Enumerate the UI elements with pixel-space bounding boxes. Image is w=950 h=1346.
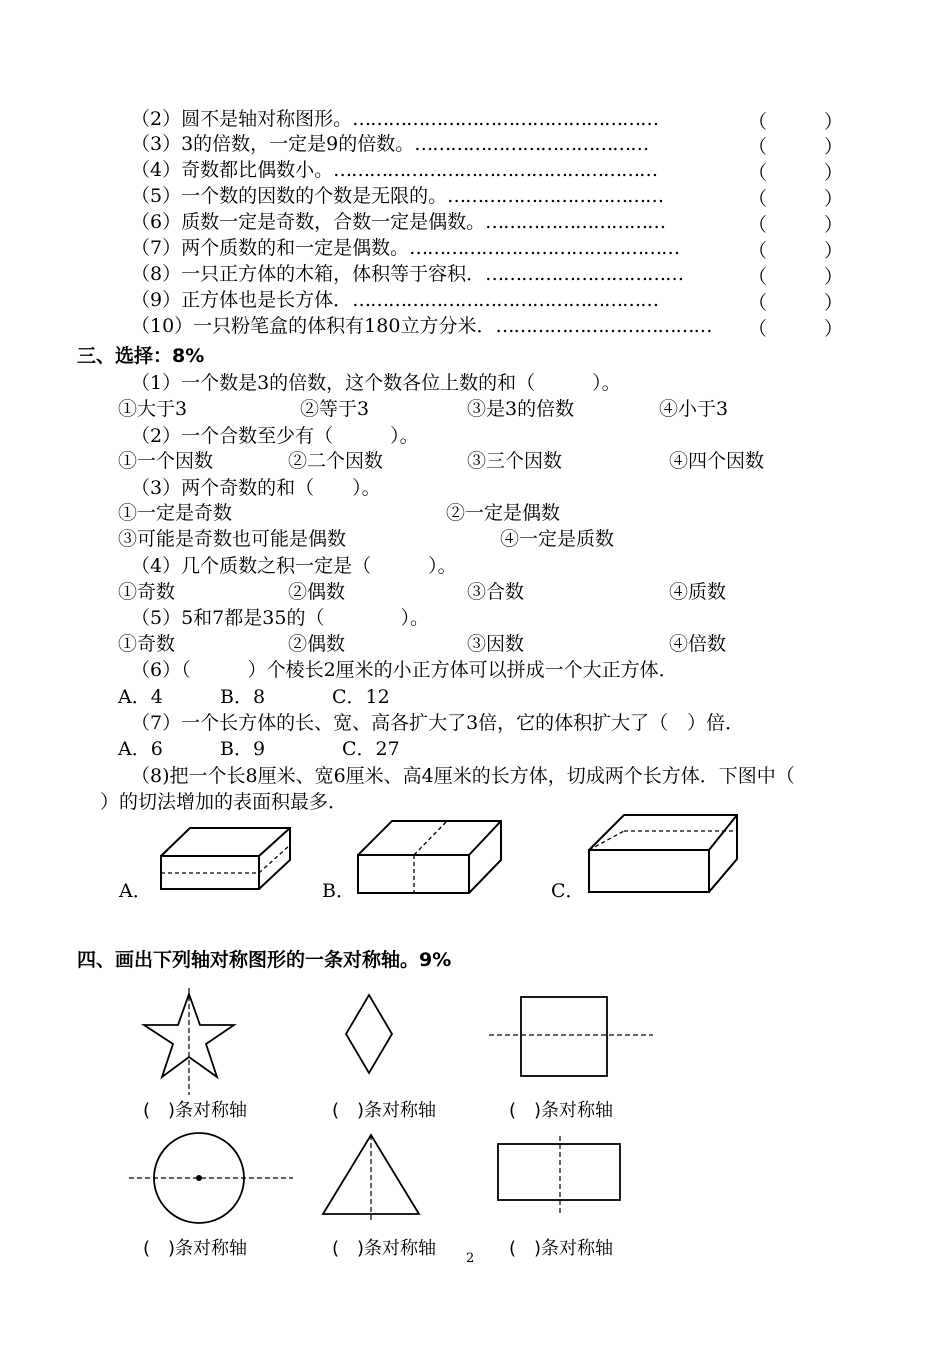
q8-label-a[interactable]: A． (119, 880, 152, 902)
q1-option-3[interactable]: ③是3的倍数 (467, 398, 575, 420)
tf-answer-blank[interactable]: （ ） (748, 240, 844, 262)
caption-square: ( )条对称轴 (509, 1100, 614, 1121)
tf-answer-blank[interactable]: （ ） (748, 318, 844, 340)
q2-text: （2）一个合数至少有（ ）。 (131, 425, 419, 447)
q6-option-c[interactable]: C．12 (332, 686, 390, 708)
q6-option-b[interactable]: B．8 (220, 686, 266, 708)
q4-option-3[interactable]: ③合数 (467, 581, 525, 603)
q7-text: （7）一个长方体的长、宽、高各扩大了3倍，它的体积扩大了（ ）倍． (131, 712, 745, 734)
q1-option-4[interactable]: ④小于3 (659, 398, 729, 420)
q8-text-line1: （8)把一个长8厘米、宽6厘米、高4厘米的长方体，切成两个长方体．下图中（ (131, 765, 795, 787)
q1-option-1[interactable]: ①大于3 (118, 398, 188, 420)
q2-option-3[interactable]: ③三个因数 (467, 450, 563, 472)
q2-option-4[interactable]: ④四个因数 (669, 450, 765, 472)
tf-item-7: （7）两个质数的和一定是偶数。……………………………………… (131, 237, 680, 259)
q4-option-4[interactable]: ④质数 (669, 581, 727, 603)
q5-option-3[interactable]: ③因数 (467, 633, 525, 655)
tf-item-10: （10）一只粉笔盒的体积有180立方分米．……………………………… (131, 315, 712, 337)
tf-item-3: （3）3的倍数，一定是9的倍数。………………………………… (131, 133, 649, 155)
tf-answer-blank[interactable]: （ ） (748, 162, 844, 184)
caption-star: ( )条对称轴 (143, 1100, 248, 1121)
axis-count-blank[interactable]: ( ) (332, 1238, 365, 1259)
section4-heading: 四、画出下列轴对称图形的一条对称轴。9% (77, 949, 452, 971)
section3-heading: 三、选择：8% (77, 345, 205, 367)
caption-circle: ( )条对称轴 (143, 1238, 248, 1259)
tf-answer-blank[interactable]: （ ） (748, 266, 844, 288)
tf-item-5: （5）一个数的因数的个数是无限的。……………………………… (131, 185, 664, 207)
tf-item-2: （2）圆不是轴对称图形。…………………………………………… (131, 108, 659, 130)
q3-option-1[interactable]: ①一定是奇数 (118, 502, 233, 524)
q2-option-1[interactable]: ①一个因数 (118, 450, 214, 472)
q4-option-1[interactable]: ①奇数 (118, 581, 176, 603)
tf-answer-blank[interactable]: （ ） (748, 111, 844, 133)
axis-count-blank[interactable]: ( ) (509, 1238, 542, 1259)
axis-count-blank[interactable]: ( ) (332, 1100, 365, 1121)
axis-count-blank[interactable]: ( ) (509, 1100, 542, 1121)
tf-item-6: （6）质数一定是奇数，合数一定是偶数。………………………… (131, 211, 666, 233)
axis-count-blank[interactable]: ( ) (143, 1238, 176, 1259)
q4-text: （4）几个质数之积一定是（ ）。 (131, 555, 457, 577)
tf-answer-blank[interactable]: （ ） (748, 214, 844, 236)
q6-option-a[interactable]: A．4 (118, 686, 163, 708)
q8-label-b[interactable]: B． (322, 880, 355, 902)
tf-answer-blank[interactable]: （ ） (748, 292, 844, 314)
q1-text: （1）一个数是3的倍数，这个数各位上数的和（ ）。 (131, 372, 621, 394)
q3-option-2[interactable]: ②一定是偶数 (446, 502, 561, 524)
caption-rectangle: ( )条对称轴 (509, 1238, 614, 1259)
q2-option-2[interactable]: ②二个因数 (288, 450, 384, 472)
q5-option-4[interactable]: ④倍数 (669, 633, 727, 655)
tf-item-8: （8）一只正方体的木箱，体积等于容积．…………………………… (131, 263, 684, 285)
q3-option-4[interactable]: ④一定是质数 (500, 528, 615, 550)
axis-count-blank[interactable]: ( ) (143, 1100, 176, 1121)
tf-answer-blank[interactable]: （ ） (748, 136, 844, 158)
caption-triangle: ( )条对称轴 (332, 1238, 437, 1259)
q7-option-c[interactable]: C．27 (342, 738, 400, 760)
q3-text: （3）两个奇数的和（ ）。 (131, 477, 381, 499)
q1-option-2[interactable]: ②等于3 (300, 398, 370, 420)
tf-item-9: （9）正方体也是长方体．…………………………………………… (131, 289, 659, 311)
q6-text: （6）（ ）个棱长2厘米的小正方体可以拼成一个大正方体． (131, 659, 678, 681)
q7-option-a[interactable]: A．6 (118, 738, 163, 760)
tf-item-4: （4）奇数都比偶数小。……………………………………………… (131, 159, 658, 181)
q7-option-b[interactable]: B．9 (220, 738, 266, 760)
page-number: 2 (466, 1251, 475, 1266)
caption-diamond: ( )条对称轴 (332, 1100, 437, 1121)
q5-option-2[interactable]: ②偶数 (288, 633, 346, 655)
q8-label-c[interactable]: C． (551, 880, 585, 902)
q3-option-3[interactable]: ③可能是奇数也可能是偶数 (118, 528, 347, 550)
q5-text: （5）5和7都是35的（ ）。 (131, 607, 429, 629)
q4-option-2[interactable]: ②偶数 (288, 581, 346, 603)
q8-text-line2: ）的切法增加的表面积最多． (100, 791, 348, 813)
q5-option-1[interactable]: ①奇数 (118, 633, 176, 655)
tf-answer-blank[interactable]: （ ） (748, 188, 844, 210)
